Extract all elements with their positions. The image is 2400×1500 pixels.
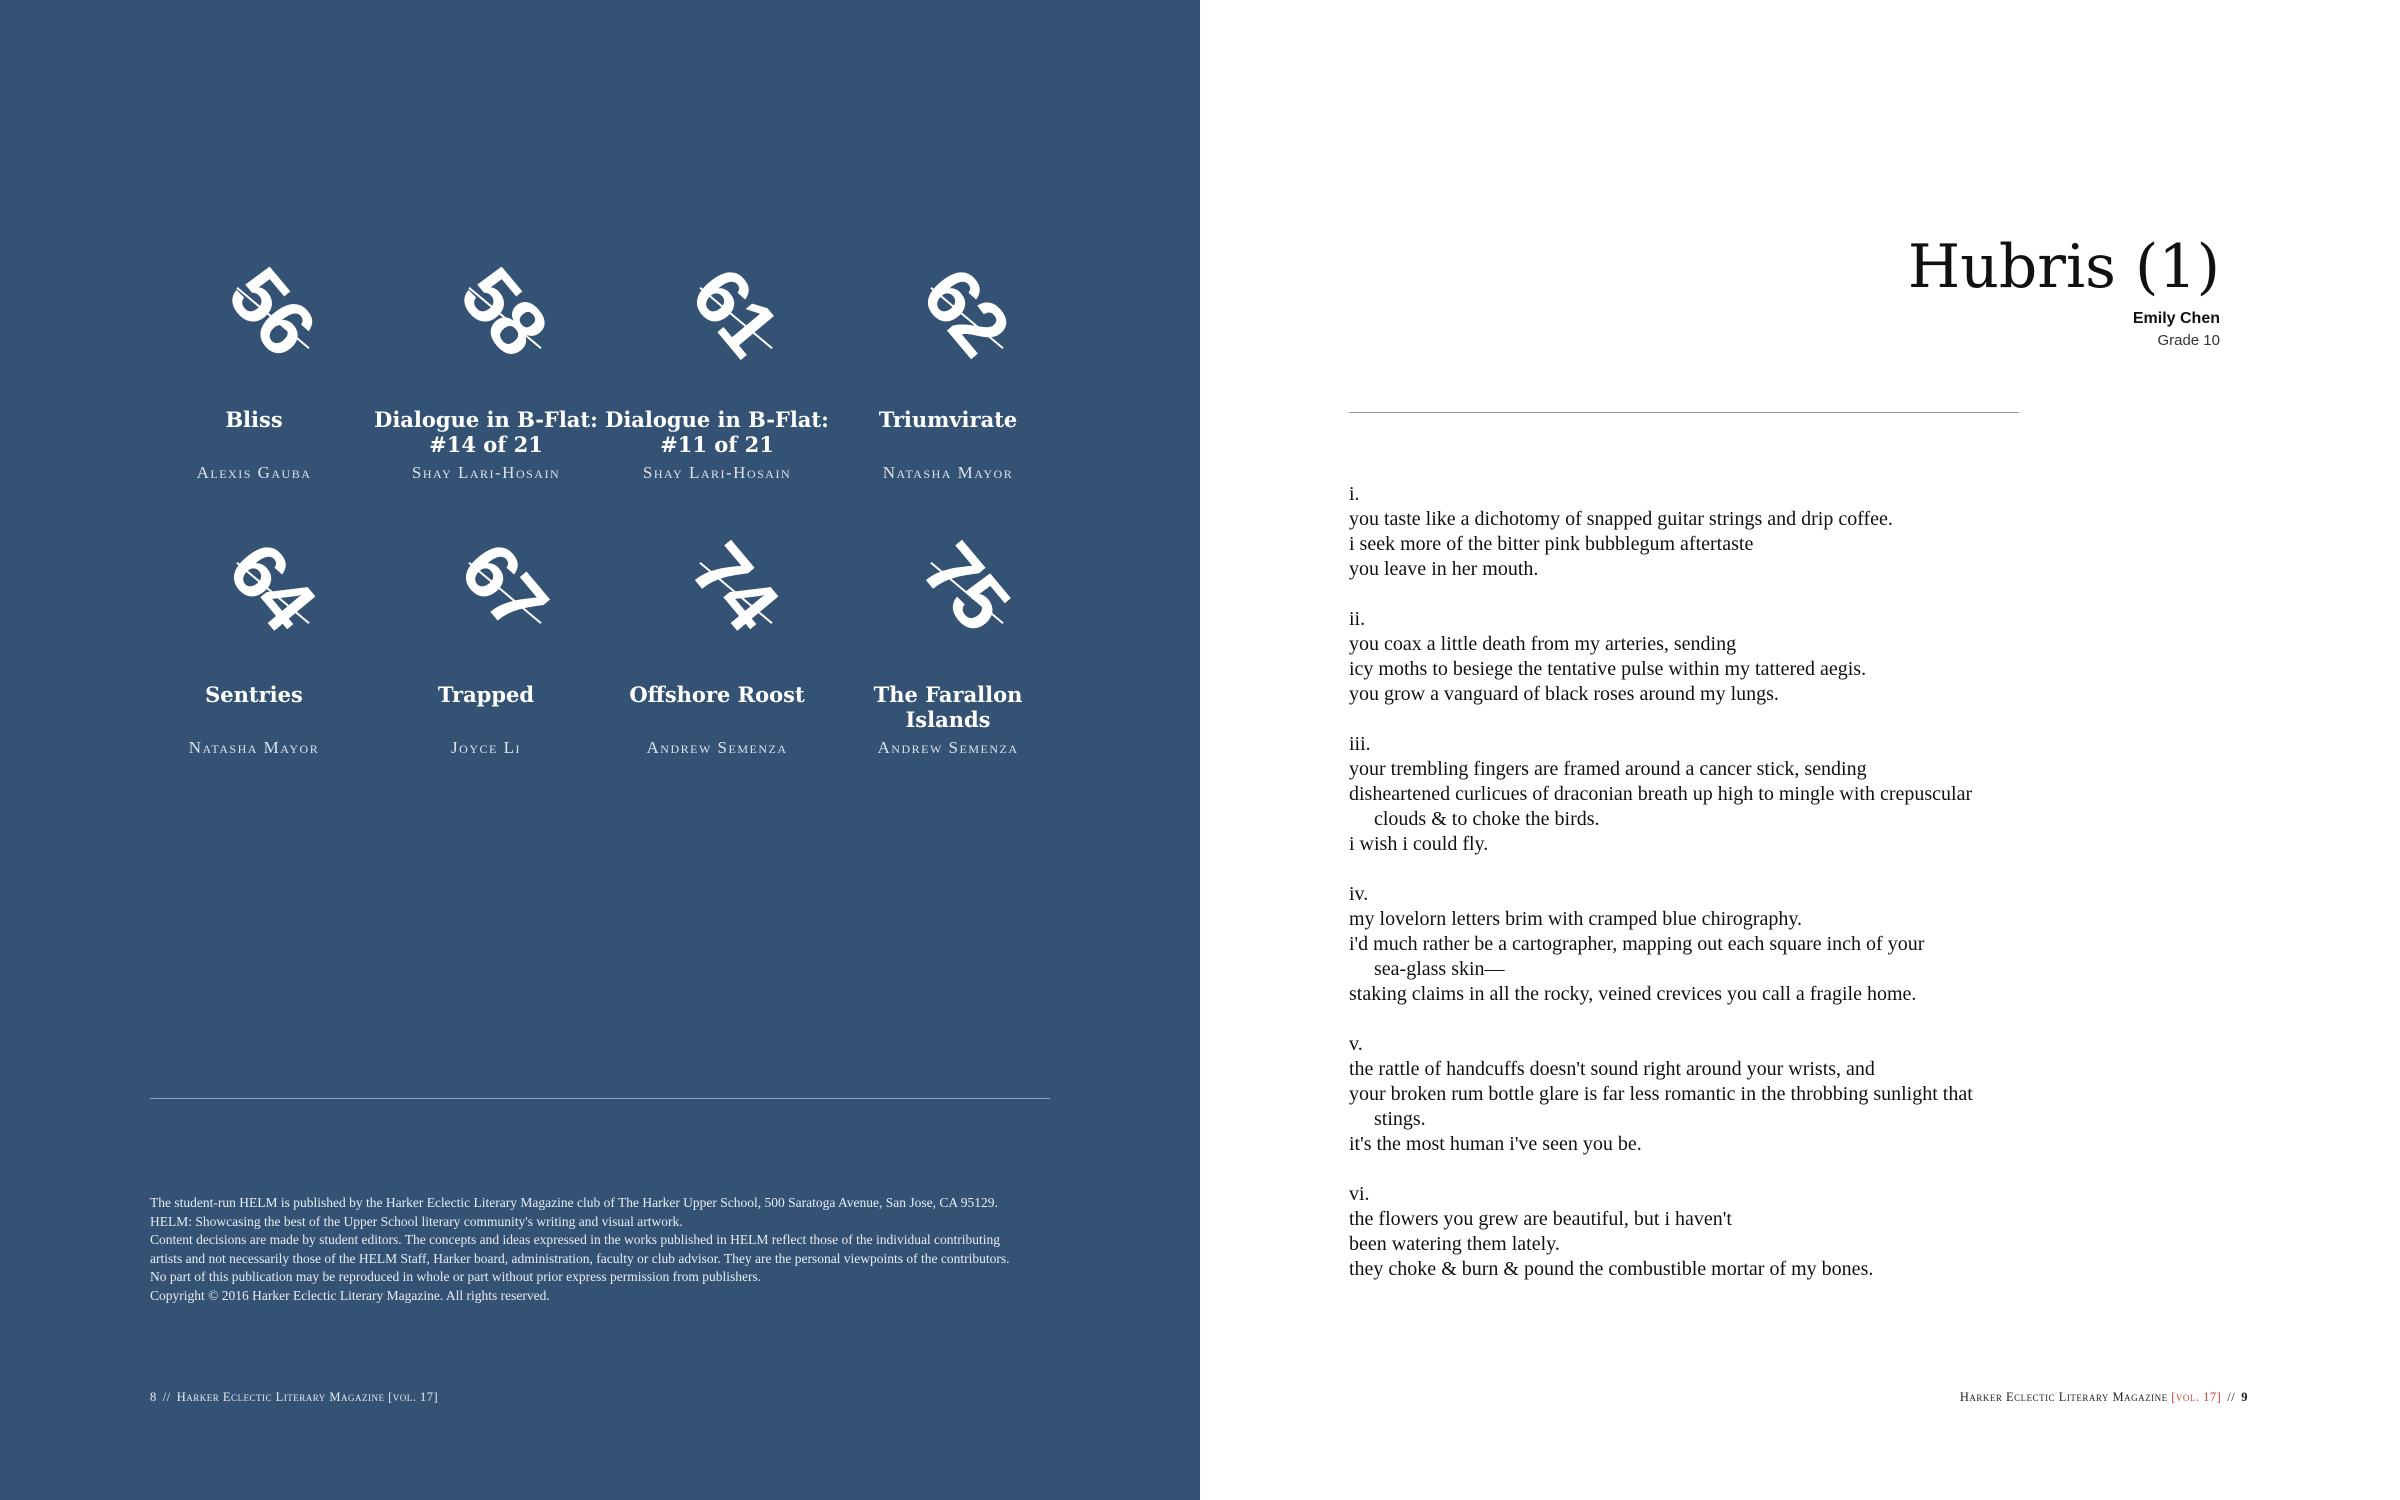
entry-page-number: 74 (674, 526, 796, 646)
entry-title: Trapped (437, 682, 535, 707)
entry-page-number: 62 (905, 251, 1027, 371)
stanza (1349, 882, 2049, 1007)
contents-entry (832, 526, 1064, 758)
poem-line: sea-glass skin— (1374, 958, 1505, 980)
poem-line: the rattle of handcuffs doesn't sound right around your wrists, and (1349, 1058, 1875, 1080)
colophon-line: Copyright © 2016 Harker Eclectic Literary Magazine. All rights reserved. (150, 1287, 550, 1303)
author-name: Emily Chen (2132, 310, 2220, 327)
entry-title: Offshore Roost (629, 682, 805, 707)
poem-line: i wish i could fly. (1349, 833, 1489, 855)
entry-title: Dialogue in B-Flat: #11 of 21 (605, 407, 829, 457)
poem-line: you leave in her mouth. (1349, 558, 1539, 580)
entry-title: The Farallon Islands (873, 682, 1023, 732)
footer-right (1960, 1390, 2248, 1405)
entry-title: Bliss (225, 407, 283, 432)
entry-author: Andrew Semenza (646, 738, 788, 757)
stanza-numeral: v. (1349, 1033, 1363, 1055)
entry-page-number: 58 (443, 251, 565, 371)
footer-separator: // (162, 1390, 171, 1404)
stanza-numeral: vi. (1349, 1183, 1370, 1205)
contents-entry (138, 526, 370, 758)
stanza-numeral: iii. (1349, 733, 1371, 755)
poet-byline (2133, 308, 2220, 352)
entry-author: Shay Lari-Hosain (642, 463, 792, 482)
colophon-line: The student-run HELM is published by the Harker Eclectic Literary Magazine club of The Harker Upper School, 500 Saratoga Avenue, San Jose, CA 95129. (150, 1195, 998, 1210)
contents-entry (832, 251, 1064, 483)
poem-body (1349, 482, 2049, 1307)
poem-line: your broken rum bottle glare is far less romantic in the throbbing sunlight that (1349, 1083, 1973, 1105)
contents-entry (138, 251, 370, 483)
colophon-line: artists and not necessarily those of the HELM Staff, Harker board, administration, faculty or club advisor. They are the personal viewpoints of the contributors. (150, 1250, 1010, 1266)
entry-author: Natasha Mayor (188, 738, 320, 757)
poem-line: disheartened curlicues of draconian breath up high to mingle with crepuscular (1349, 783, 1973, 805)
poem-line: you taste like a dichotomy of snapped guitar strings and drip coffee. (1349, 508, 1893, 530)
page-number-badge (138, 526, 370, 660)
entry-title: Dialogue in B-Flat: #14 of 21 (374, 407, 598, 457)
poem-line: it's the most human i've seen you be. (1349, 1133, 1642, 1155)
poem-line: they choke & burn & pound the combustible mortar of my bones. (1349, 1258, 1874, 1280)
magazine-name: Harker Eclectic Literary Magazine (1959, 1390, 2168, 1404)
poem-line: icy moths to besiege the tentative pulse within my tattered aegis. (1349, 658, 1867, 680)
stanza (1349, 607, 2049, 707)
poem-line: the flowers you grew are beautiful, but i haven't (1349, 1208, 1732, 1230)
poem-line: you coax a little death from my arteries, sending (1349, 633, 1737, 655)
stanza (1349, 1032, 2049, 1157)
colophon-line: HELM: Showcasing the best of the Upper School literary community's writing and visual artwork. (150, 1213, 683, 1229)
poem-line: i'd much rather be a cartographer, mapping out each square inch of your (1349, 933, 1925, 955)
poem-line: you grow a vanguard of black roses around my lungs. (1349, 683, 1779, 705)
entry-author: Joyce Li (451, 738, 521, 757)
entry-author: Alexis Gauba (196, 463, 312, 482)
page-number-badge (601, 251, 833, 385)
poem-title: Hubris (1) (1907, 232, 2220, 303)
colophon-line: Content decisions are made by student editors. The concepts and ideas expressed in the works published in HELM reflect those of the individual contributing (150, 1232, 1001, 1247)
poem-line: been watering them lately. (1349, 1233, 1560, 1255)
entry-author: Andrew Semenza (877, 738, 1019, 757)
page-number-badge (832, 526, 1064, 660)
entry-page-number: 75 (905, 526, 1027, 646)
author-grade: Grade 10 (2157, 332, 2220, 349)
colophon (150, 1194, 1070, 1305)
stanza (1349, 1182, 2049, 1282)
stanza-numeral: i. (1349, 483, 1360, 505)
entry-page-number: 56 (211, 251, 333, 371)
right-page (1200, 0, 2400, 1500)
entry-page-number: 61 (674, 251, 796, 371)
entry-page-number: 64 (211, 526, 333, 646)
volume-label: [vol. 17] (388, 1390, 439, 1404)
entry-author: Natasha Mayor (882, 463, 1014, 482)
stanza-numeral: iv. (1349, 883, 1369, 905)
poem-line: your trembling fingers are framed around a cancer stick, sending (1349, 758, 1867, 780)
contents-entry (601, 251, 833, 483)
contents-entry (370, 526, 602, 758)
stanza (1349, 732, 2049, 857)
contents-entry (370, 251, 602, 483)
contents-entry (601, 526, 833, 758)
magazine-name: Harker Eclectic Literary Magazine (176, 1390, 385, 1404)
colophon-line: No part of this publication may be reproduced in whole or part without prior express permission from publishers. (150, 1269, 762, 1284)
page-number-badge (601, 526, 833, 660)
page-number-badge (832, 251, 1064, 385)
page-number-badge (370, 526, 602, 660)
page-number: 9 (2241, 1390, 2248, 1404)
entry-author: Shay Lari-Hosain (411, 463, 561, 482)
divider (1349, 412, 2019, 413)
entry-page-number: 67 (443, 526, 565, 646)
poem-line: stings. (1374, 1108, 1426, 1130)
page-number: 8 (150, 1390, 157, 1404)
poem-line: i seek more of the bitter pink bubblegum aftertaste (1349, 533, 1754, 555)
entry-title: Sentries (205, 682, 303, 707)
footer-left (150, 1390, 438, 1405)
stanza-numeral: ii. (1349, 608, 1366, 630)
stanza (1349, 482, 2049, 582)
poem-line: clouds & to choke the birds. (1374, 808, 1600, 830)
divider (150, 1098, 1050, 1099)
footer-separator: // (2227, 1390, 2236, 1404)
page-number-badge (138, 251, 370, 385)
page-number-badge (370, 251, 602, 385)
entry-title: Triumvirate (878, 407, 1018, 432)
volume-label: [vol. 17] (2171, 1390, 2222, 1404)
poem-line: staking claims in all the rocky, veined crevices you call a fragile home. (1349, 983, 1917, 1005)
poem-line: my lovelorn letters brim with cramped blue chirography. (1349, 908, 1803, 930)
